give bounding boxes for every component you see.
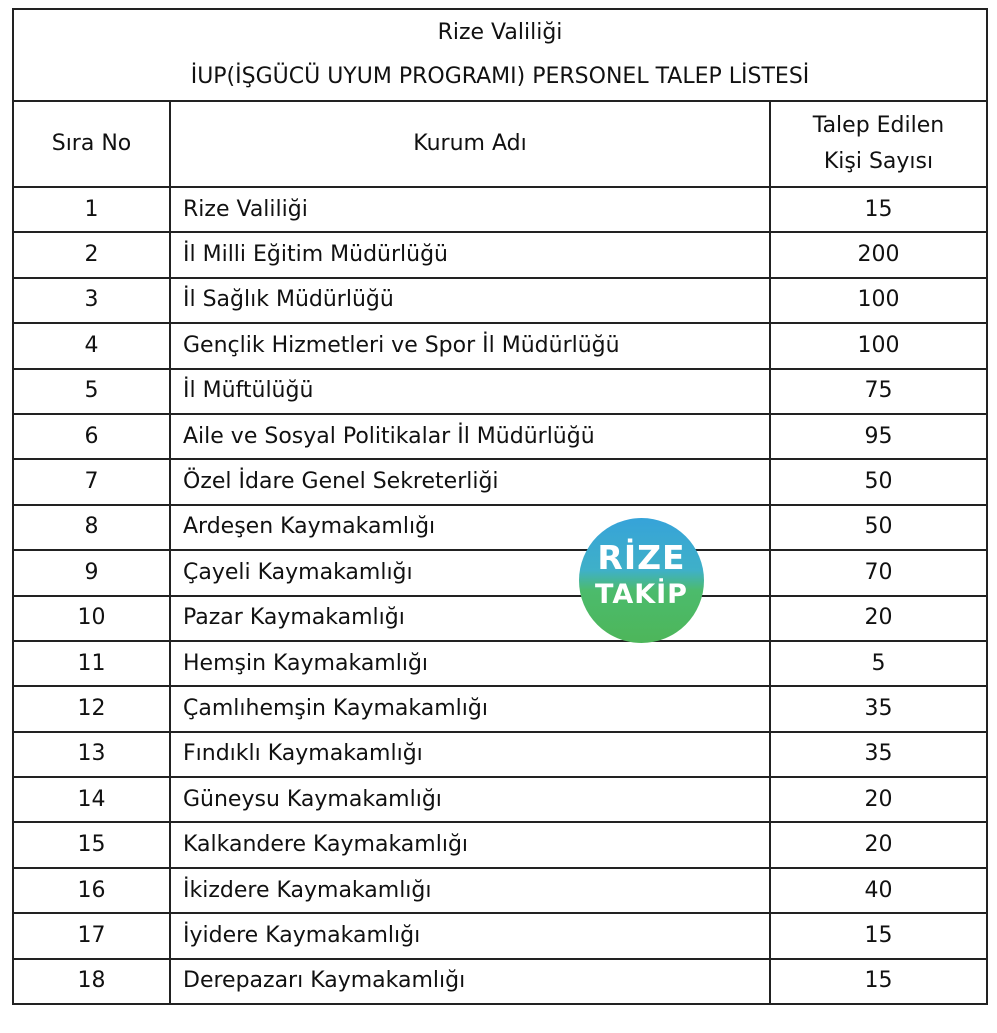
- institution-name: Özel İdare Genel Sekreterliği: [170, 459, 770, 504]
- institution-name: İkizdere Kaymakamlığı: [170, 868, 770, 913]
- requested-count: 15: [770, 913, 987, 958]
- row-number: 1: [13, 187, 170, 232]
- row-number: 17: [13, 913, 170, 958]
- row-number: 8: [13, 505, 170, 550]
- institution-name: Gençlik Hizmetleri ve Spor İl Müdürlüğü: [170, 323, 770, 368]
- table-row: [13, 959, 987, 1004]
- institution-name: Ardeşen Kaymakamlığı: [170, 505, 770, 550]
- row-number: 11: [13, 641, 170, 686]
- institution-name: İl Sağlık Müdürlüğü: [170, 278, 770, 323]
- institution-name: Aile ve Sosyal Politikalar İl Müdürlüğü: [170, 414, 770, 459]
- requested-count: 15: [770, 187, 987, 232]
- table-row: [13, 868, 987, 913]
- requested-count: 20: [770, 596, 987, 641]
- institution-name: Pazar Kaymakamlığı: [170, 596, 770, 641]
- table-title: [13, 9, 987, 101]
- requested-count: 70: [770, 550, 987, 595]
- table-body: [13, 187, 987, 1004]
- institution-name: Çayeli Kaymakamlığı: [170, 550, 770, 595]
- requested-count: 200: [770, 232, 987, 277]
- requested-count: 50: [770, 505, 987, 550]
- institution-name: Derepazarı Kaymakamlığı: [170, 959, 770, 1004]
- table-row: [13, 459, 987, 504]
- table-row: [13, 777, 987, 822]
- table-row: [13, 550, 987, 595]
- table-row: [13, 232, 987, 277]
- institution-name: İyidere Kaymakamlığı: [170, 913, 770, 958]
- column-header-count: [770, 101, 987, 187]
- column-header-count-line1: Talep Edilen: [812, 113, 945, 138]
- institution-name: Fındıklı Kaymakamlığı: [170, 732, 770, 777]
- title-line-2: İUP(İŞGÜCÜ UYUM PROGRAMI) PERSONEL TALEP LİSTESİ: [190, 64, 810, 89]
- table-row: [13, 686, 987, 731]
- title-line-1: Rize Valiliği: [437, 20, 563, 45]
- row-number: 14: [13, 777, 170, 822]
- requested-count: 40: [770, 868, 987, 913]
- table-row: [13, 732, 987, 777]
- requested-count: 35: [770, 732, 987, 777]
- rize-takip-watermark-logo: [579, 518, 704, 643]
- table-row: [13, 641, 987, 686]
- personnel-request-table: [12, 8, 988, 1005]
- requested-count: 20: [770, 777, 987, 822]
- table-row: [13, 187, 987, 232]
- row-number: 12: [13, 686, 170, 731]
- table-row: [13, 323, 987, 368]
- table-row: [13, 822, 987, 867]
- requested-count: 20: [770, 822, 987, 867]
- requested-count: 50: [770, 459, 987, 504]
- table-row: [13, 505, 987, 550]
- table-row: [13, 278, 987, 323]
- column-header-name: Kurum Adı: [170, 101, 770, 187]
- institution-name: Çamlıhemşin Kaymakamlığı: [170, 686, 770, 731]
- column-header-count-line2: Kişi Sayısı: [823, 149, 934, 174]
- institution-name: Kalkandere Kaymakamlığı: [170, 822, 770, 867]
- row-number: 2: [13, 232, 170, 277]
- watermark-line-2: TAKİP: [595, 579, 688, 610]
- institution-name: Hemşin Kaymakamlığı: [170, 641, 770, 686]
- row-number: 9: [13, 550, 170, 595]
- institution-name: İl Milli Eğitim Müdürlüğü: [170, 232, 770, 277]
- requested-count: 75: [770, 369, 987, 414]
- requested-count: 5: [770, 641, 987, 686]
- requested-count: 95: [770, 414, 987, 459]
- table-row: [13, 414, 987, 459]
- row-number: 7: [13, 459, 170, 504]
- requested-count: 15: [770, 959, 987, 1004]
- row-number: 10: [13, 596, 170, 641]
- row-number: 16: [13, 868, 170, 913]
- institution-name: Rize Valiliği: [170, 187, 770, 232]
- requested-count: 100: [770, 278, 987, 323]
- row-number: 15: [13, 822, 170, 867]
- table-row: [13, 596, 987, 641]
- institution-name: Güneysu Kaymakamlığı: [170, 777, 770, 822]
- watermark-line-1: RİZE: [597, 538, 686, 577]
- table-row: [13, 369, 987, 414]
- institution-name: İl Müftülüğü: [170, 369, 770, 414]
- row-number: 3: [13, 278, 170, 323]
- table-row: [13, 913, 987, 958]
- row-number: 13: [13, 732, 170, 777]
- row-number: 4: [13, 323, 170, 368]
- column-header-no: Sıra No: [13, 101, 170, 187]
- row-number: 5: [13, 369, 170, 414]
- requested-count: 35: [770, 686, 987, 731]
- column-header-row: [13, 101, 987, 187]
- requested-count: 100: [770, 323, 987, 368]
- row-number: 18: [13, 959, 170, 1004]
- row-number: 6: [13, 414, 170, 459]
